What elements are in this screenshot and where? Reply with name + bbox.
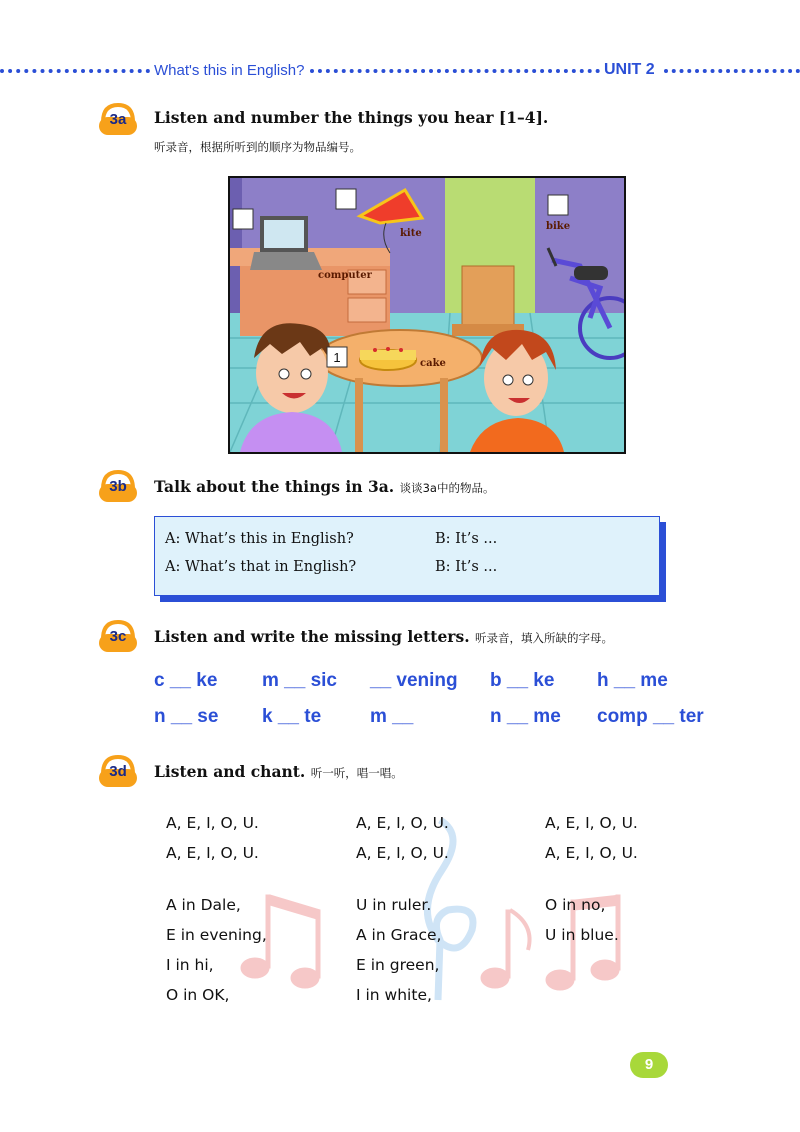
chant-vowels-line: A, E, I, O, U.: [545, 814, 638, 832]
chant-line: O in no,: [545, 896, 606, 914]
title-chinese: 听录音，填入所缺的字母。: [475, 631, 614, 645]
chant-line: U in ruler.: [356, 896, 432, 914]
title-english: Listen and write the missing letters.: [154, 627, 470, 646]
chant-line: U in blue.: [545, 926, 619, 944]
classroom-scene-image: [228, 176, 626, 454]
missing-letter-word[interactable]: comp __ ter: [597, 706, 704, 727]
chant-line: E in green,: [356, 956, 440, 974]
missing-letter-word[interactable]: n __ me: [490, 706, 561, 727]
label-kite: kite: [400, 228, 422, 239]
title-chinese: 听一听，唱一唱。: [310, 766, 403, 780]
header-dotted-rule-left: [0, 64, 150, 78]
headphones-badge-3a: [98, 102, 138, 138]
chant-line: E in evening,: [166, 926, 267, 944]
answer-box-kite[interactable]: [336, 189, 356, 209]
dialog-line-a2: A: What’s that in English?: [165, 559, 357, 575]
header-unit: UNIT 2: [604, 61, 655, 78]
chant-line: I in hi,: [166, 956, 214, 974]
chant-vowels-line: A, E, I, O, U.: [356, 814, 449, 832]
answer-box-computer[interactable]: [233, 209, 253, 229]
chant-line: A in Grace,: [356, 926, 442, 944]
headphones-badge-3d: [98, 754, 138, 790]
section-number: 3a: [109, 111, 127, 128]
section-title-3c: [154, 627, 613, 646]
headphones-badge-3c: [98, 619, 138, 655]
header-title: What's this in English?: [154, 62, 305, 79]
chant-line: I in white,: [356, 986, 432, 1004]
section-number: 3d: [109, 763, 127, 780]
answer-box-bike[interactable]: [548, 195, 568, 215]
label-cake: cake: [420, 358, 446, 369]
chant-line: A in Dale,: [166, 896, 241, 914]
chant-vowels-line: A, E, I, O, U.: [356, 844, 449, 862]
answer-box-cake-value: 1: [333, 350, 341, 365]
label-bike: bike: [546, 221, 571, 232]
dialog-line-b1: B: It’s ...: [435, 531, 498, 547]
missing-letter-word[interactable]: c __ ke: [154, 670, 218, 691]
missing-letter-word[interactable]: m __: [370, 706, 414, 727]
chant-vowels-line: A, E, I, O, U.: [166, 814, 259, 832]
chant-line: O in OK,: [166, 986, 230, 1004]
dialog-box: [154, 516, 660, 596]
page-number: 9: [630, 1052, 668, 1078]
chant-vowels-line: A, E, I, O, U.: [545, 844, 638, 862]
dialog-line-a1: A: What’s this in English?: [165, 531, 354, 547]
missing-letter-word[interactable]: k __ te: [262, 706, 322, 727]
header-dotted-rule-middle: [310, 64, 600, 78]
header-dotted-rule-right: [664, 64, 800, 78]
dialog-line-b2: B: It’s ...: [435, 559, 498, 575]
title-english: Talk about the things in 3a.: [154, 477, 395, 496]
title-chinese: 谈谈3a中的物品。: [399, 481, 495, 495]
headphones-badge-3b: [98, 469, 138, 505]
missing-letter-word[interactable]: h __ me: [597, 670, 668, 691]
section-title-3b: [154, 477, 494, 496]
section-title-3d: [154, 762, 403, 781]
title-english: Listen and chant.: [154, 762, 306, 781]
missing-letter-word[interactable]: b __ ke: [490, 670, 555, 691]
chant-vowels-line: A, E, I, O, U.: [166, 844, 259, 862]
section-number: 3c: [109, 628, 127, 645]
missing-letter-word[interactable]: __ vening: [370, 670, 458, 691]
section-title-3a: Listen and number the things you hear [1–4].: [154, 108, 549, 127]
section-number: 3b: [109, 478, 127, 495]
label-computer: computer: [318, 270, 372, 281]
missing-letter-word[interactable]: n __ se: [154, 706, 219, 727]
section-subtitle-3a: 听录音，根据所听到的顺序为物品编号。: [154, 140, 361, 154]
missing-letter-word[interactable]: m __ sic: [262, 670, 337, 691]
